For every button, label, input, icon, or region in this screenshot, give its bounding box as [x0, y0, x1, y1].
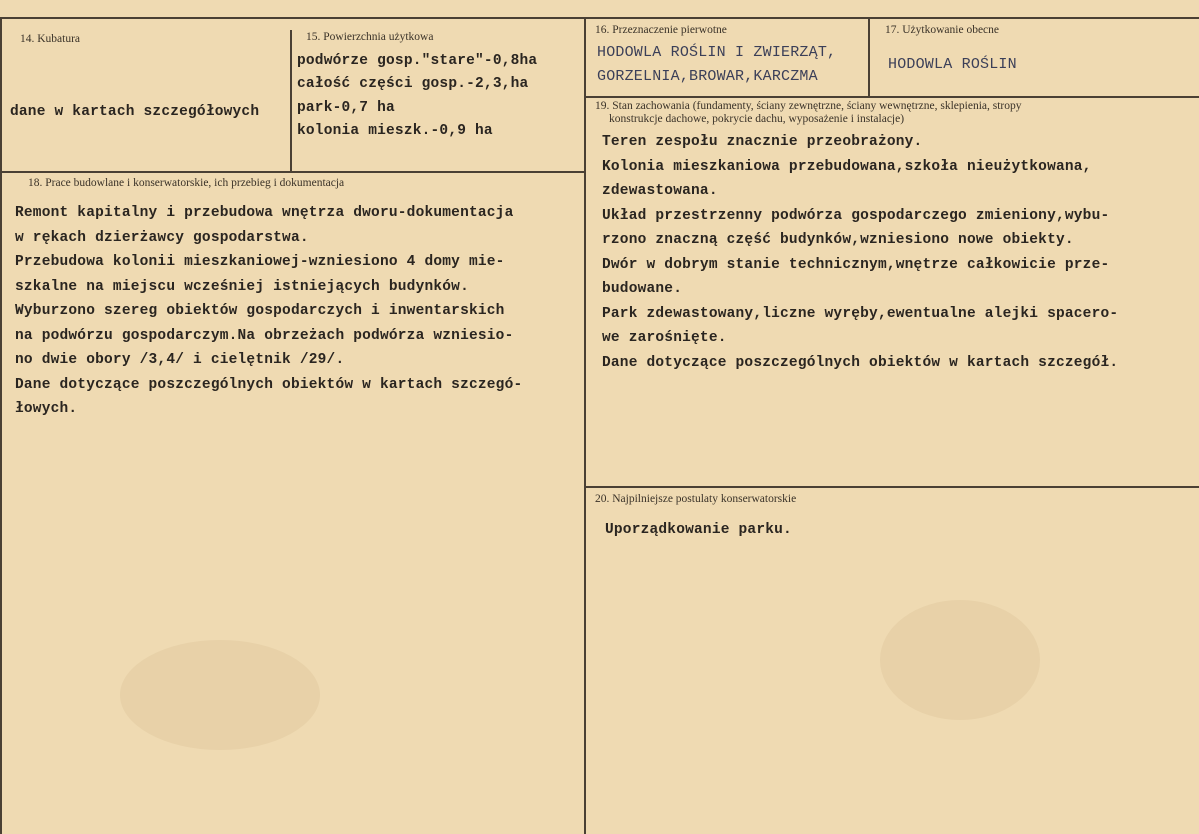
field-18-line: Remont kapitalny i przebudowa wnętrza dworu-dokumentacja: [15, 205, 514, 221]
field-15-value: [297, 50, 537, 143]
paper-stain: [120, 640, 320, 750]
field-19-line: Teren zespołu znacznie przeobrażony.: [602, 134, 923, 150]
field-16-line: GORZELNIA,BROWAR,KARCZMA: [597, 68, 818, 85]
field-16-label: 16. Przeznaczenie pierwotne: [595, 24, 727, 36]
field-18-line: Przebudowa kolonii mieszkaniowej-wzniesiono 4 domy mie-: [15, 254, 505, 270]
field-14-label: 14. Kubatura: [20, 33, 81, 45]
field-19-line: budowane.: [602, 281, 683, 297]
field-15-line: park-0,7 ha: [297, 99, 395, 116]
field-18-line: w rękach dzierżawcy gospodarstwa.: [15, 229, 309, 246]
field-18-line: łowych.: [15, 401, 78, 417]
vertical-rule-left: [290, 30, 292, 171]
field-14-value: dane w kartach szczegółowych: [10, 104, 260, 120]
field-19-value: [602, 130, 1118, 375]
horizontal-rule-upper-right: [584, 96, 1199, 98]
field-16-line: HODOWLA ROŚLIN I ZWIERZĄT,: [597, 44, 837, 61]
horizontal-rule-lower-right: [584, 486, 1199, 488]
field-15-label: 15. Powierzchnia użytkowa: [306, 31, 434, 43]
field-15-line: kolonia mieszk.-0,9 ha: [297, 122, 493, 139]
paper-stain: [880, 600, 1040, 720]
field-18-value: [15, 201, 522, 422]
field-18-line: Wyburzono szereg obiektów gospodarczych i inwentarskich: [15, 303, 505, 319]
field-18-line: no dwie obory /3,4/ i cielętnik /29/.: [15, 352, 345, 368]
field-15-line: całość części gosp.-2,3,ha: [297, 76, 529, 93]
field-19-line: we zarośnięte.: [602, 330, 727, 346]
field-19-label: [595, 100, 1022, 126]
left-edge-rule: [0, 18, 2, 834]
top-rule: [0, 17, 1199, 19]
field-18-line: na podwórzu gospodarczym.Na obrzeżach podwórza wzniesio-: [15, 327, 514, 344]
field-17-value: HODOWLA ROŚLIN: [888, 56, 1017, 73]
field-19-line: Układ przestrzenny podwórza gospodarczego zmieniony,wybu-: [602, 207, 1110, 224]
field-18-line: szkalne na miejscu wcześniej istniejących budynków.: [15, 278, 469, 295]
field-20-value: Uporządkowanie parku.: [605, 522, 792, 538]
field-18-line: Dane dotyczące poszczególnych obiektów w kartach szczegó-: [15, 376, 523, 393]
field-17-label: 17. Użytkowanie obecne: [885, 24, 1000, 36]
horizontal-rule-left: [0, 171, 586, 173]
field-15-line: podwórze gosp."stare"-0,8ha: [297, 53, 538, 69]
field-19-line: rzono znaczną część budynków,wzniesiono nowe obiekty.: [602, 232, 1074, 248]
vertical-rule-center: [584, 18, 586, 834]
field-20-label: 20. Najpilniejsze postulaty konserwatorskie: [595, 493, 797, 505]
field-19-label-line: 19. Stan zachowania (fundamenty, ściany zewnętrzne, ściany wewnętrzne, sklepienia, stropy: [595, 100, 1022, 112]
field-19-line: Kolonia mieszkaniowa przebudowana,szkoła nieużytkowana,: [602, 158, 1092, 175]
field-19-line: Dane dotyczące poszczególnych obiektów w kartach szczegół.: [602, 354, 1119, 371]
field-18-label: 18. Prace budowlane i konserwatorskie, ich przebieg i dokumentacja: [28, 177, 345, 189]
field-16-value: [597, 41, 836, 89]
field-19-line: Dwór w dobrym stanie technicznym,wnętrze całkowicie prze-: [602, 256, 1110, 273]
field-19-label-line: konstrukcje dachowe, pokrycie dachu, wyposażenie i instalacje): [609, 113, 905, 125]
vertical-rule-right: [868, 18, 870, 96]
field-19-line: zdewastowana.: [602, 183, 718, 199]
field-19-line: Park zdewastowany,liczne wyręby,ewentualne alejki spacero-: [602, 305, 1119, 322]
